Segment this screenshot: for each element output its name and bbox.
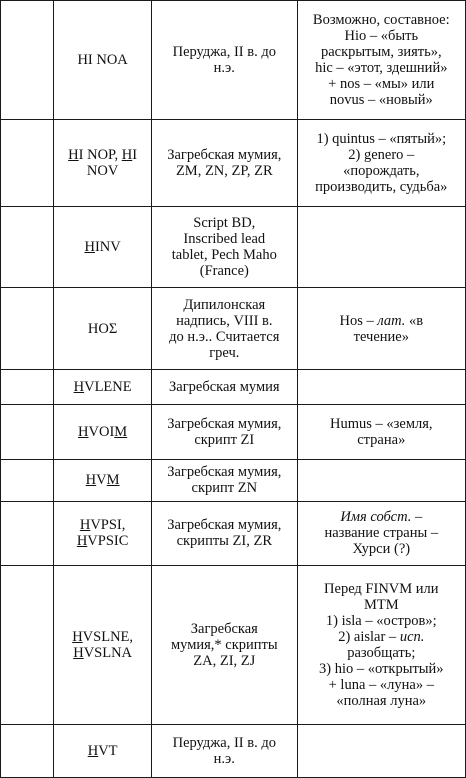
source-cell — [152, 370, 298, 405]
text-segment: 2) genero – — [348, 147, 415, 164]
meaning-cell — [297, 459, 465, 501]
text-segment: I — [132, 147, 138, 164]
text-line — [58, 517, 147, 533]
meaning-cell — [297, 288, 465, 370]
text-segment: название страны – — [324, 525, 439, 542]
text-line: н.э. — [213, 750, 235, 767]
text-line — [302, 163, 461, 179]
text-segment: «порождать, — [343, 163, 420, 180]
text-line — [302, 313, 461, 329]
source-cell — [152, 724, 298, 777]
row-number-cell — [1, 724, 54, 777]
text-line: Загребская мумия, — [167, 147, 282, 164]
text-line: ZA, ZI, ZJ — [193, 652, 256, 669]
text-segment: 3) hio – «открытый» — [319, 660, 444, 677]
text-segment: Перед FINVM или — [324, 580, 439, 597]
row-number-cell — [1, 120, 54, 207]
word-cell — [54, 288, 152, 370]
text-line — [58, 533, 147, 549]
underlined-letter: H — [121, 147, 133, 164]
text-line — [58, 743, 147, 759]
text-segment: «в — [405, 312, 424, 329]
text-segment: – — [411, 509, 423, 526]
underlined-letter: M — [106, 472, 120, 489]
underlined-letter: H — [68, 147, 79, 164]
text-line: мумия,* скрипты — [170, 636, 278, 653]
underlined-letter: H — [76, 533, 88, 550]
row-number-cell — [1, 459, 54, 501]
text-line — [302, 432, 461, 448]
text-line — [302, 131, 461, 147]
table-row — [1, 459, 466, 501]
text-segment: + nos – «мы» или — [328, 76, 435, 93]
text-line: Перуджа, II в. до — [172, 44, 276, 61]
text-segment: HOΣ — [87, 320, 118, 337]
text-segment: 2) aislar – — [338, 628, 400, 645]
text-line — [302, 677, 461, 693]
underlined-letter: H — [73, 644, 84, 661]
italic-text: Имя собст. — [340, 509, 412, 526]
source-cell — [152, 288, 298, 370]
text-line — [302, 541, 461, 557]
text-line: Перуджа, II в. до — [172, 734, 276, 751]
underlined-letter: H — [72, 628, 83, 645]
text-segment: VPSI, — [90, 517, 126, 534]
text-segment: INV — [94, 239, 121, 256]
text-line — [302, 179, 461, 195]
word-cell — [54, 207, 152, 288]
text-line: ZM, ZN, ZP, ZR — [175, 163, 273, 180]
row-number-cell — [1, 565, 54, 724]
word-cell — [54, 724, 152, 777]
text-segment: VOI — [88, 424, 115, 440]
table-row — [1, 405, 466, 459]
text-segment: страна» — [357, 432, 406, 448]
text-segment: раскрытым, зиять», — [320, 44, 442, 61]
text-line — [302, 329, 461, 345]
source-cell — [152, 1, 298, 120]
text-line — [302, 629, 461, 645]
text-segment: Hos – — [339, 312, 378, 329]
text-line — [302, 645, 461, 661]
italic-text: исп. — [399, 628, 425, 645]
source-cell — [152, 565, 298, 724]
text-segment: Хурси (?) — [352, 541, 411, 558]
text-segment: VLENE — [84, 379, 132, 396]
text-line — [58, 472, 147, 488]
text-line — [302, 525, 461, 541]
text-line: (France) — [199, 263, 249, 280]
text-line — [58, 163, 147, 179]
row-number-cell — [1, 501, 54, 565]
text-segment: I NOP, — [78, 147, 122, 164]
table-row — [1, 1, 466, 120]
underlined-letter: H — [79, 517, 91, 534]
text-line: Загребская мумия, — [167, 517, 282, 534]
meaning-cell — [297, 370, 465, 405]
text-segment: novus – «новый» — [329, 92, 433, 109]
text-segment: VT — [98, 742, 118, 759]
text-line — [302, 44, 461, 60]
text-segment: Hio – «быть — [344, 28, 419, 45]
meaning-cell — [297, 724, 465, 777]
meaning-cell — [297, 1, 465, 120]
text-segment: производить, судьба» — [315, 179, 448, 196]
text-line — [302, 597, 461, 613]
table-row — [1, 120, 466, 207]
text-segment: разобщать; — [347, 644, 416, 661]
row-number-cell — [1, 370, 54, 405]
text-line — [58, 239, 147, 255]
text-line — [58, 147, 147, 163]
source-cell — [152, 501, 298, 565]
text-line: Загребская мумия, — [167, 416, 282, 432]
text-segment: MTM — [363, 596, 399, 613]
row-number-cell — [1, 1, 54, 120]
text-line: скрипты ZI, ZR — [176, 533, 272, 550]
text-segment: течение» — [353, 328, 409, 345]
text-line — [58, 645, 147, 661]
word-cell — [54, 1, 152, 120]
text-line: Загребская — [190, 620, 258, 637]
text-line: Дипилонская — [183, 296, 266, 313]
text-line — [302, 60, 461, 76]
table-row — [1, 724, 466, 777]
source-cell — [152, 459, 298, 501]
table-row — [1, 207, 466, 288]
text-segment: V — [96, 472, 107, 489]
text-line — [302, 28, 461, 44]
text-line: tablet, Pech Maho — [171, 247, 277, 264]
text-line — [302, 416, 461, 432]
meaning-cell — [297, 120, 465, 207]
text-line: до н.э.. Считается — [169, 328, 280, 345]
text-line: Загребская мумия, — [167, 464, 282, 481]
text-segment: VPSIC — [87, 533, 129, 550]
text-segment: 1) isla – «остров»; — [325, 612, 437, 629]
table-row — [1, 370, 466, 405]
underlined-letter: H — [87, 742, 99, 759]
italic-text: лат. — [377, 312, 406, 329]
row-number-cell — [1, 405, 54, 459]
underlined-letter: M — [114, 424, 128, 440]
text-segment: NOV — [86, 163, 119, 180]
word-cell — [54, 459, 152, 501]
text-line — [302, 613, 461, 629]
text-line — [58, 379, 147, 395]
text-line — [58, 629, 147, 645]
underlined-letter: H — [78, 424, 89, 440]
word-cell — [54, 370, 152, 405]
text-segment: + luna – «луна» – — [328, 676, 434, 693]
text-line — [302, 147, 461, 163]
text-segment: Возможно, составное: — [312, 12, 450, 29]
text-segment: 1) quintus – «пятый»; — [316, 131, 447, 148]
text-line: н.э. — [213, 60, 235, 77]
source-cell — [152, 405, 298, 459]
text-line — [302, 509, 461, 525]
meaning-cell — [297, 405, 465, 459]
underlined-letter: H — [84, 239, 95, 256]
text-line — [302, 693, 461, 709]
text-line: Script BD, — [193, 215, 256, 232]
text-line — [302, 581, 461, 597]
text-segment: «полная луна» — [336, 692, 427, 709]
word-cell — [54, 405, 152, 459]
text-segment: hic – «этот, здешний» — [315, 60, 448, 77]
text-line — [302, 12, 461, 28]
text-line: Inscribed lead — [183, 231, 266, 248]
word-cell — [54, 501, 152, 565]
source-cell — [152, 207, 298, 288]
table-row — [1, 501, 466, 565]
row-number-cell — [1, 207, 54, 288]
text-line — [58, 52, 147, 68]
text-segment: Humus – «земля, — [330, 416, 433, 432]
text-line — [302, 661, 461, 677]
text-segment: HI NOA — [77, 52, 128, 69]
word-cell — [54, 565, 152, 724]
text-line: греч. — [209, 344, 240, 361]
word-cell — [54, 120, 152, 207]
text-line: надпись, VIII в. — [176, 312, 273, 329]
table-row — [1, 565, 466, 724]
source-cell — [152, 120, 298, 207]
underlined-letter: H — [85, 472, 97, 489]
meaning-cell — [297, 565, 465, 724]
text-line — [302, 92, 461, 108]
underlined-letter: H — [73, 379, 85, 396]
row-number-cell — [1, 288, 54, 370]
text-segment: VSLNE, — [82, 628, 134, 645]
text-segment: VSLNA — [83, 644, 133, 661]
text-line: скрипт ZN — [191, 480, 258, 497]
meaning-cell — [297, 207, 465, 288]
table-row — [1, 288, 466, 370]
text-line: Загребская мумия — [169, 379, 280, 396]
text-line — [58, 321, 147, 337]
text-line: скрипт ZI — [194, 432, 255, 448]
text-line — [302, 76, 461, 92]
meaning-cell — [297, 501, 465, 565]
text-line — [58, 424, 147, 440]
